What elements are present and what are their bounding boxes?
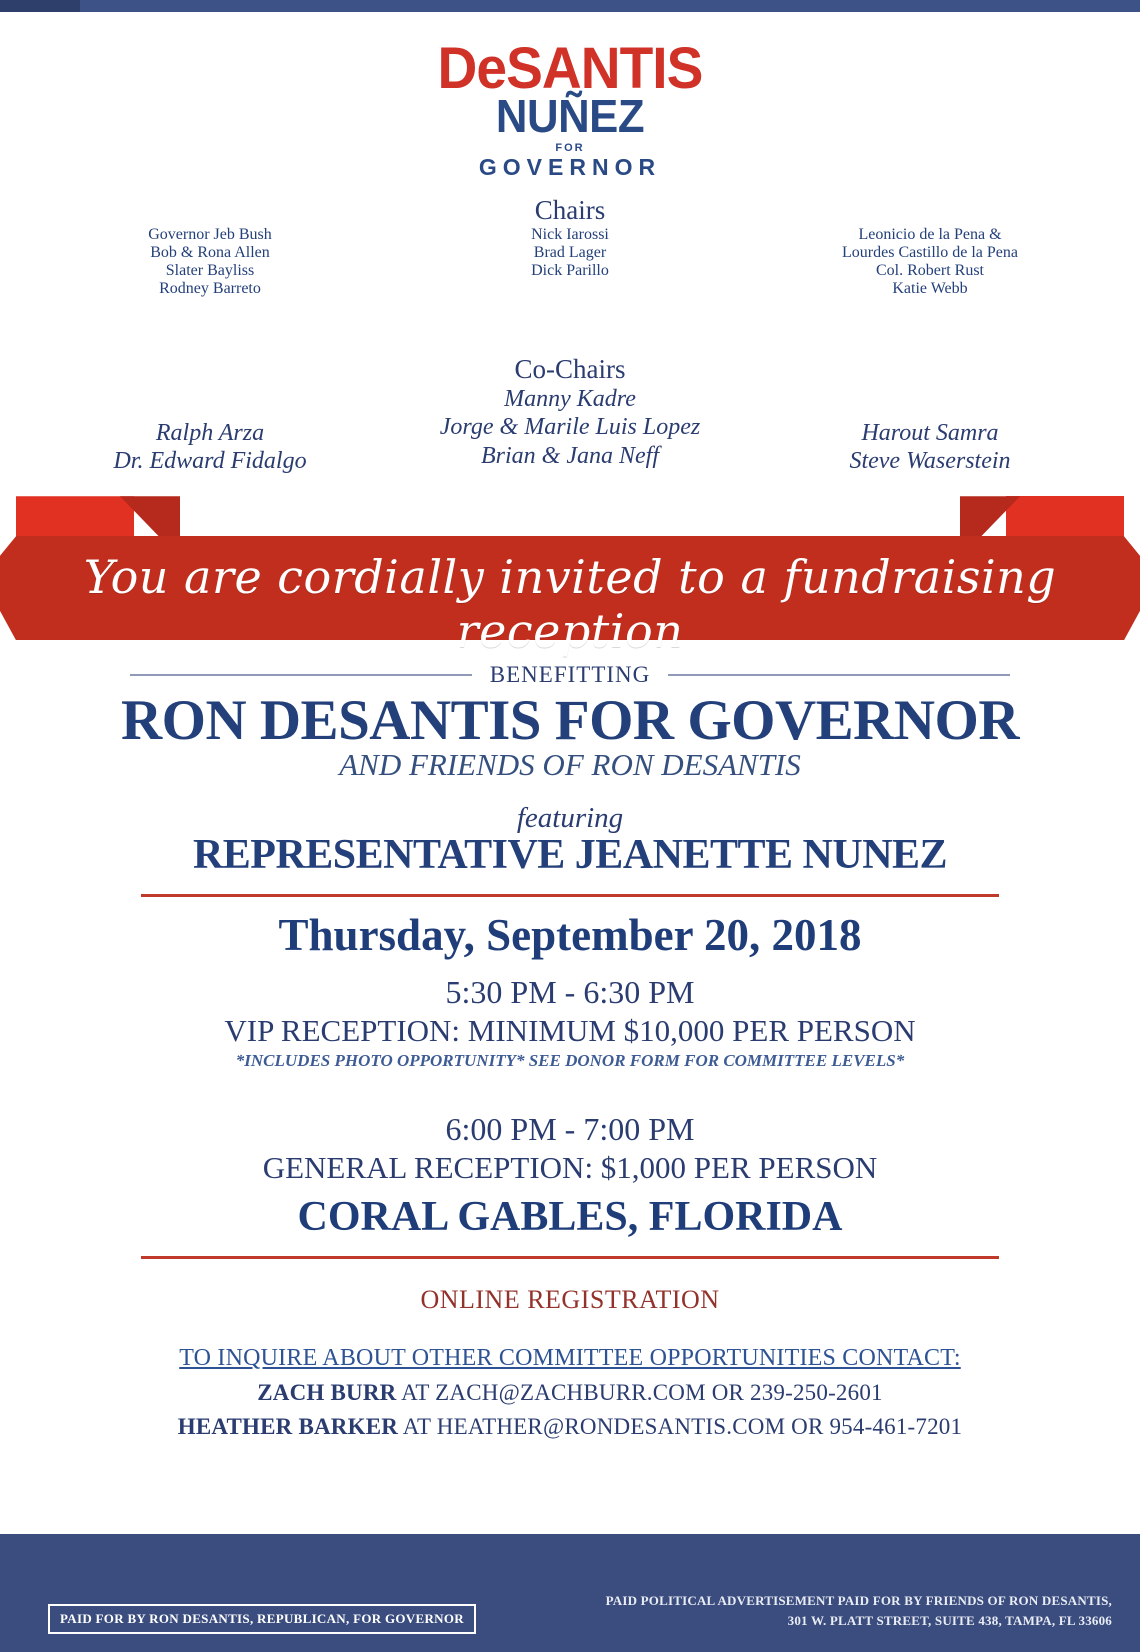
contact-name: HEATHER BARKER [177, 1414, 399, 1440]
chair-name: Brad Lager [533, 243, 607, 261]
paid-for-disclaimer-box: PAID FOR BY RON DESANTIS, REPUBLICAN, FOR GOVERNOR [48, 1604, 476, 1634]
cochair-name: Jorge & Marile Luis Lopez [439, 414, 701, 441]
chair-name: Nick Iarossi [531, 225, 609, 243]
chairs-column-left [30, 226, 390, 298]
contact-detail: AT ZACH@ZACHBURR.COM OR 239-250-2601 [401, 1380, 883, 1406]
chair-name: Rodney Barreto [159, 279, 261, 297]
cochair-name: Steve Waserstein [849, 448, 1011, 475]
logo-governor-text: GOVERNOR [478, 154, 662, 181]
chair-name: Slater Bayliss [165, 261, 255, 279]
divider-rule-left [130, 674, 472, 676]
event-date: Thursday, September 20, 2018 [278, 909, 862, 960]
invitation-ribbon [0, 490, 1140, 659]
vip-fineprint: *INCLUDES PHOTO OPPORTUNITY* SEE DONOR FORM FOR COMMITTEE LEVELS* [235, 1051, 905, 1071]
cochairs-column-left [30, 385, 390, 477]
contact-row [0, 1380, 1140, 1406]
chairs-heading: Chairs [534, 194, 606, 225]
chair-name: Bob & Rona Allen [150, 243, 270, 261]
cochairs-section [0, 354, 1140, 477]
benefitting-divider-row [130, 662, 1010, 688]
event-location: CORAL GABLES, FLORIDA [297, 1193, 843, 1240]
vip-tier: VIP RECEPTION: MINIMUM $10,000 PER PERSON [224, 1012, 916, 1048]
top-frame-bar [0, 0, 1140, 12]
chair-name: Katie Webb [892, 279, 968, 297]
committee-inquiry-link[interactable]: TO INQUIRE ABOUT OTHER COMMITTEE OPPORTUNITIES CONTACT: [179, 1345, 961, 1372]
cochairs-heading: Co-Chairs [514, 353, 626, 384]
campaign-logo [0, 12, 1140, 181]
beneficiary-headline: RON DESANTIS FOR GOVERNOR [120, 689, 1020, 753]
chair-name: Dick Parillo [531, 261, 609, 279]
benefitting-label: BENEFITTING [489, 662, 651, 688]
contact-row [0, 1414, 1140, 1440]
cochairs-column-right [750, 385, 1110, 477]
chairs-column-middle [390, 226, 750, 298]
general-tier: GENERAL RECEPTION: $1,000 PER PERSON [262, 1150, 878, 1186]
contact-detail: AT HEATHER@RONDESANTIS.COM OR 954-461-7201 [402, 1414, 963, 1440]
beneficiary-subheadline: AND FRIENDS OF RON DESANTIS [339, 747, 801, 783]
chairs-columns [30, 226, 1110, 298]
red-divider-top [141, 894, 999, 897]
chair-name: Col. Robert Rust [875, 261, 984, 279]
footer-bar [0, 1534, 1140, 1652]
contact-name: ZACH BURR [257, 1380, 397, 1406]
red-divider-bottom [141, 1256, 999, 1259]
cochairs-columns [30, 385, 1110, 477]
featured-guest-name: REPRESENTATIVE JEANETTE NUNEZ [192, 832, 948, 879]
invitation-page [0, 12, 1140, 1534]
logo-desantis-text: DeSANTIS [437, 36, 703, 101]
disclaimer-line-2: 301 W. PLATT STREET, SUITE 438, TAMPA, FL 33606 [787, 1612, 1112, 1628]
general-time: 6:00 PM - 7:00 PM [445, 1111, 695, 1148]
featuring-label: featuring [516, 802, 624, 835]
chairs-column-right [750, 226, 1110, 298]
cochairs-column-middle [390, 385, 750, 471]
divider-rule-right [668, 674, 1010, 676]
cochair-name: Manny Kadre [504, 385, 636, 412]
chair-name: Leonicio de la Pena & [858, 225, 1002, 243]
logo-for-text: FOR [555, 142, 585, 155]
section-spacer [0, 1071, 1140, 1097]
cochair-name: Dr. Edward Fidalgo [113, 448, 307, 475]
political-advertisement-disclaimer [606, 1591, 1112, 1630]
online-registration-link[interactable]: ONLINE REGISTRATION [420, 1285, 720, 1315]
cochair-name: Ralph Arza [155, 419, 265, 446]
disclaimer-line-1: PAID POLITICAL ADVERTISEMENT PAID FOR BY FRIENDS OF RON DESANTIS, [605, 1593, 1112, 1608]
ribbon-invitation-text: You are cordially invited to a fundraising reception [83, 550, 1057, 659]
cochair-name: Harout Samra [861, 419, 999, 446]
logo-nunez-text: NUÑEZ [495, 90, 645, 143]
chair-name: Lourdes Castillo de la Pena [842, 243, 1018, 261]
vip-time: 5:30 PM - 6:30 PM [445, 974, 695, 1011]
top-frame-bar-accent [0, 0, 80, 12]
cochair-name: Brian & Jana Neff [481, 443, 659, 470]
chair-name: Governor Jeb Bush [148, 225, 272, 243]
